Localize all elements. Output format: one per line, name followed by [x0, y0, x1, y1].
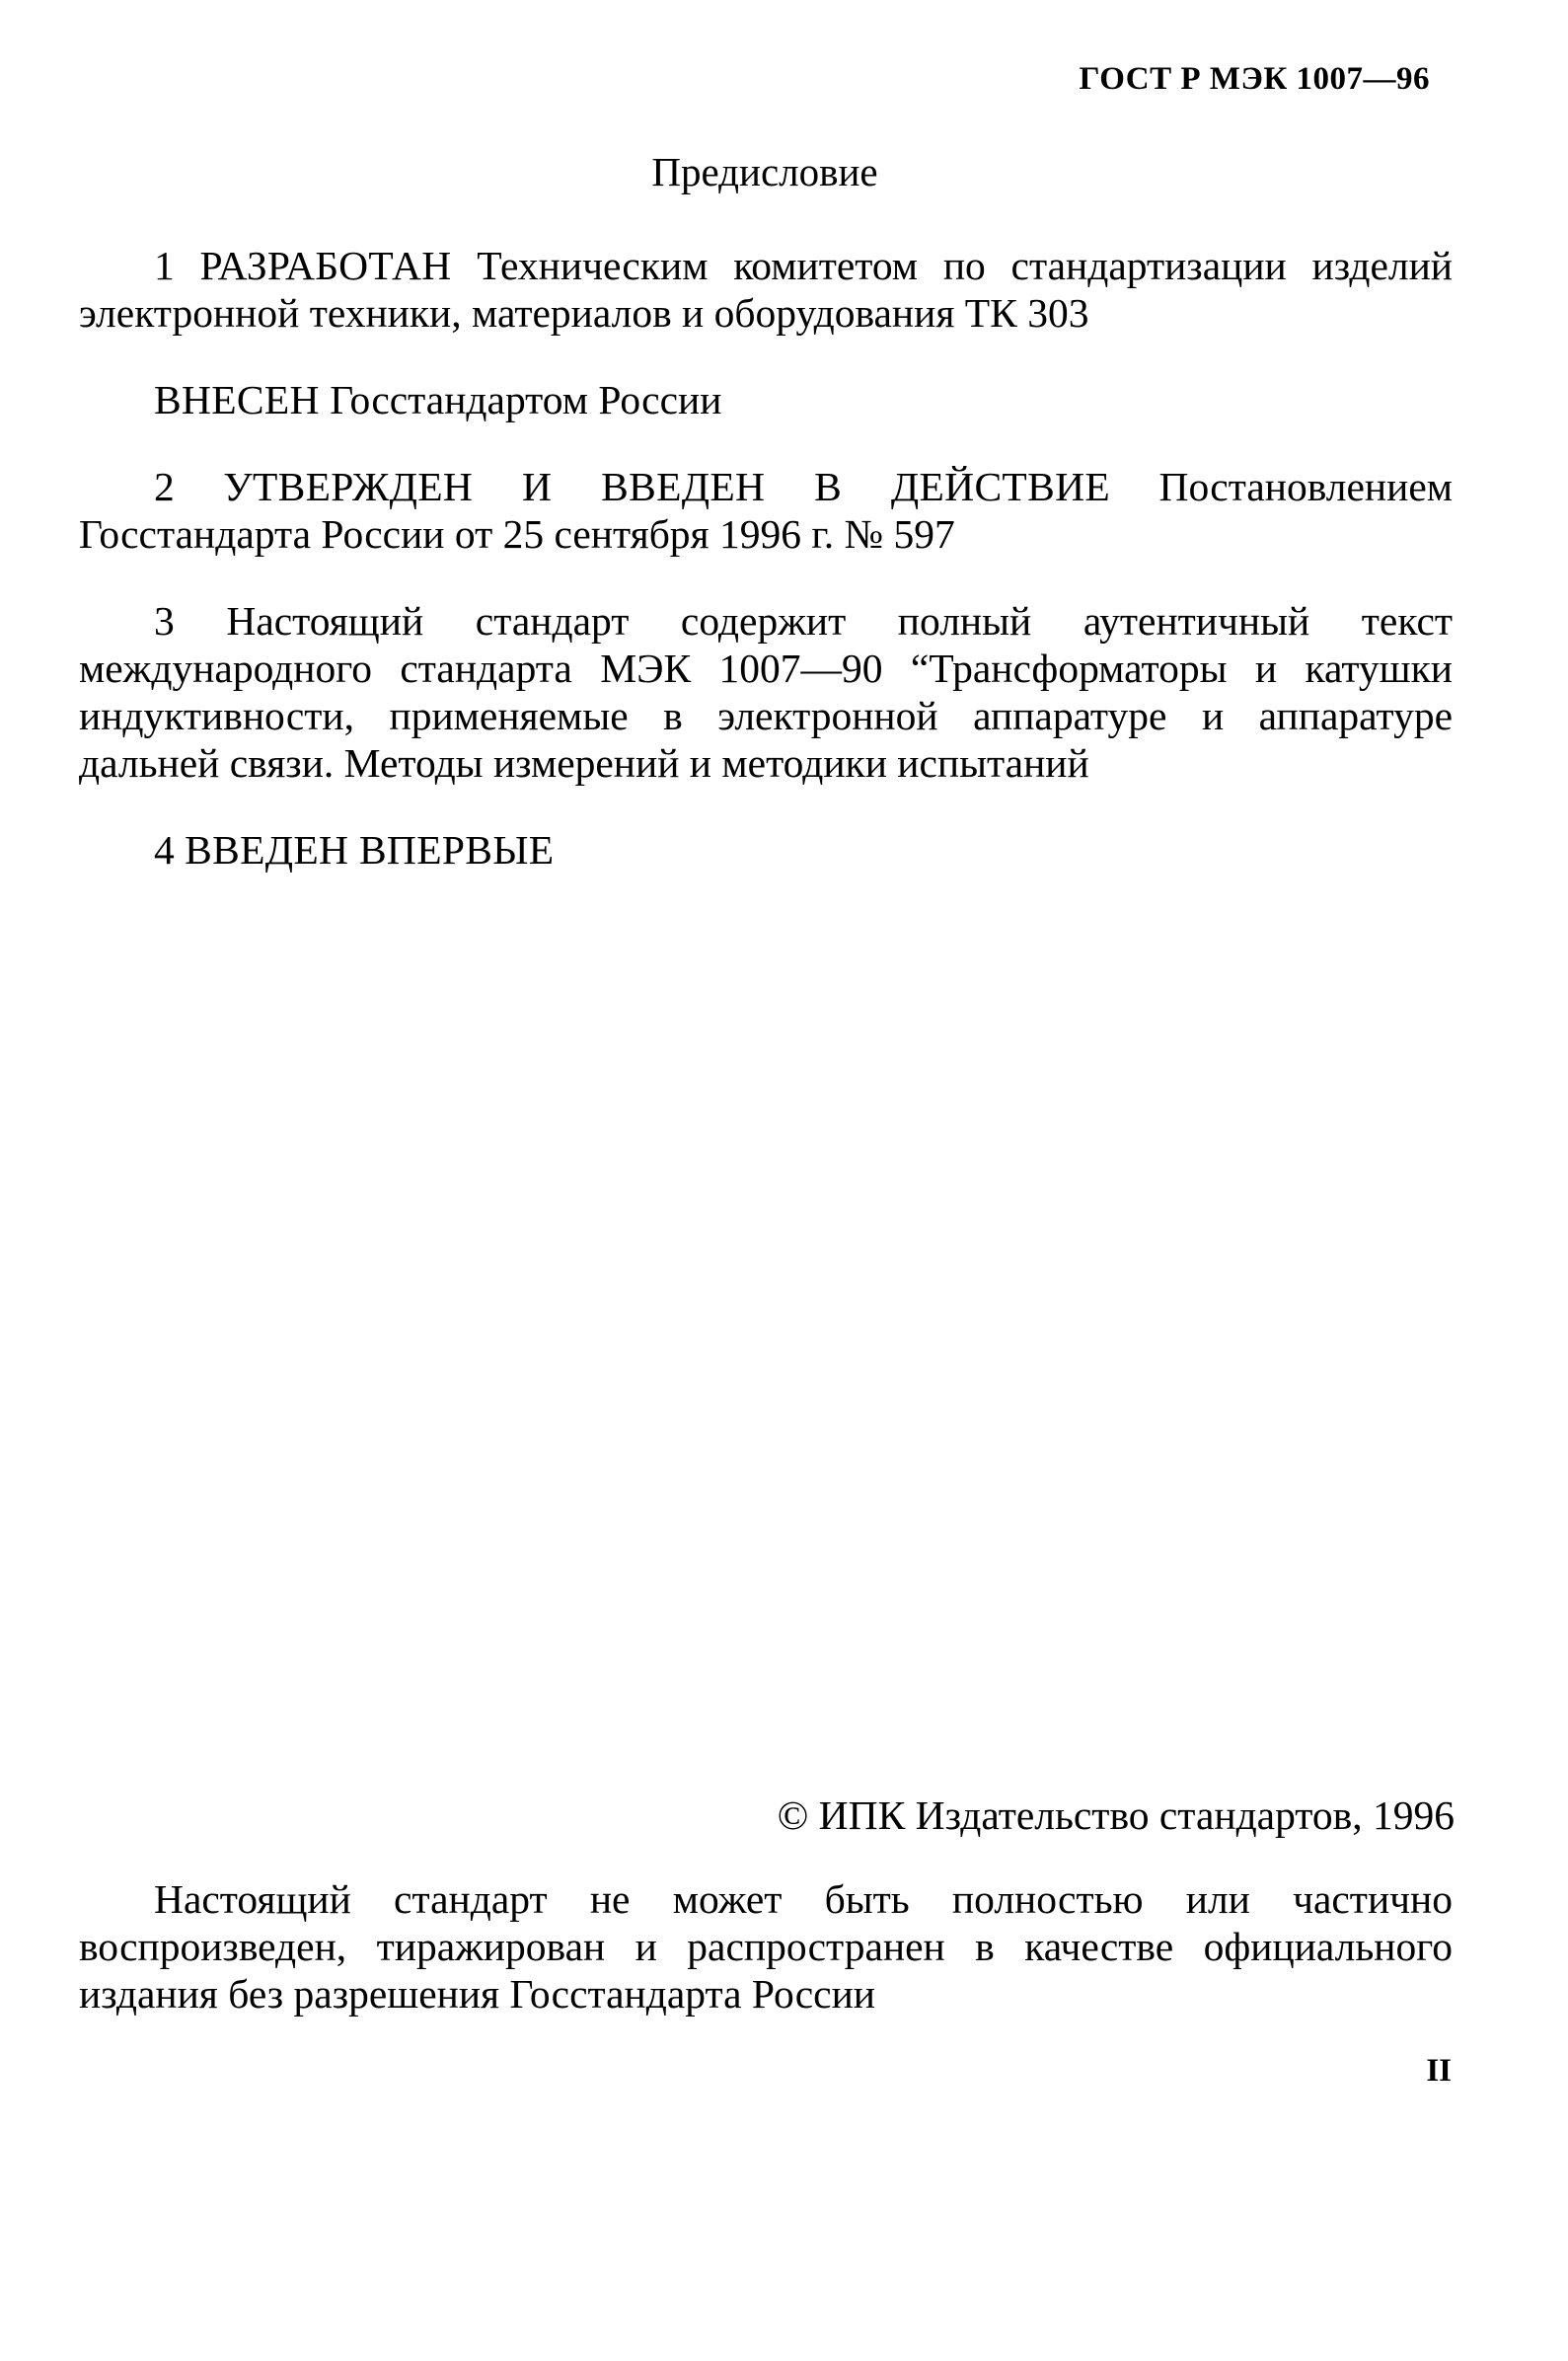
foreword-paragraph-4	[79, 826, 1453, 874]
foreword-paragraph-1	[79, 242, 1453, 337]
paragraph-text: Постановлением Госстандарта России от 25 сентября 1996 г. № 597	[79, 464, 1454, 557]
paragraph-keyword: РАЗРАБОТАН	[199, 243, 452, 288]
foreword-paragraph-submitted	[79, 376, 1453, 423]
paragraph-text: Настоящий стандарт содержит полный аутентичный текст международного стандарта МЭК 1007—90 “Трансформаторы и катушки индуктивности, применяемые в электронной аппаратуре и аппаратуре дальней связи. Методы измерений и методики испытаний	[79, 598, 1454, 786]
paragraph-number: 4	[154, 827, 175, 873]
page-title: Предисловие	[651, 149, 878, 194]
document-code-header: ГОСТ Р МЭК 1007—96	[1079, 61, 1430, 97]
paragraph-number: 1	[154, 243, 175, 288]
page-number: II	[1426, 2053, 1452, 2089]
paragraph-text: Техническим комитетом по стандартизации изделий электронной техники, материалов и оборудования ТК 303	[79, 243, 1454, 336]
reproduction-notice: Настоящий стандарт не может быть полностью или частично воспроизведен, тиражирован и распространен в качестве официального издания без разрешения Госстандарта России	[79, 1876, 1453, 2017]
paragraph-number: 3	[154, 598, 175, 644]
copyright-line: © ИПК Издательство стандартов, 1996	[777, 1792, 1455, 1838]
foreword-paragraph-3	[79, 597, 1453, 787]
paragraph-keyword: УТВЕРЖДЕН И ВВЕДЕН В ДЕЙСТВИЕ	[223, 464, 1110, 509]
paragraph-number: 2	[154, 464, 175, 509]
foreword-paragraph-2	[79, 463, 1453, 558]
paragraph-keyword: ВВЕДЕН ВПЕРВЫЕ	[185, 827, 555, 873]
paragraph-text: Госстандартом России	[330, 377, 722, 422]
paragraph-keyword: ВНЕСЕН	[154, 377, 320, 422]
foreword-content	[79, 242, 1453, 913]
